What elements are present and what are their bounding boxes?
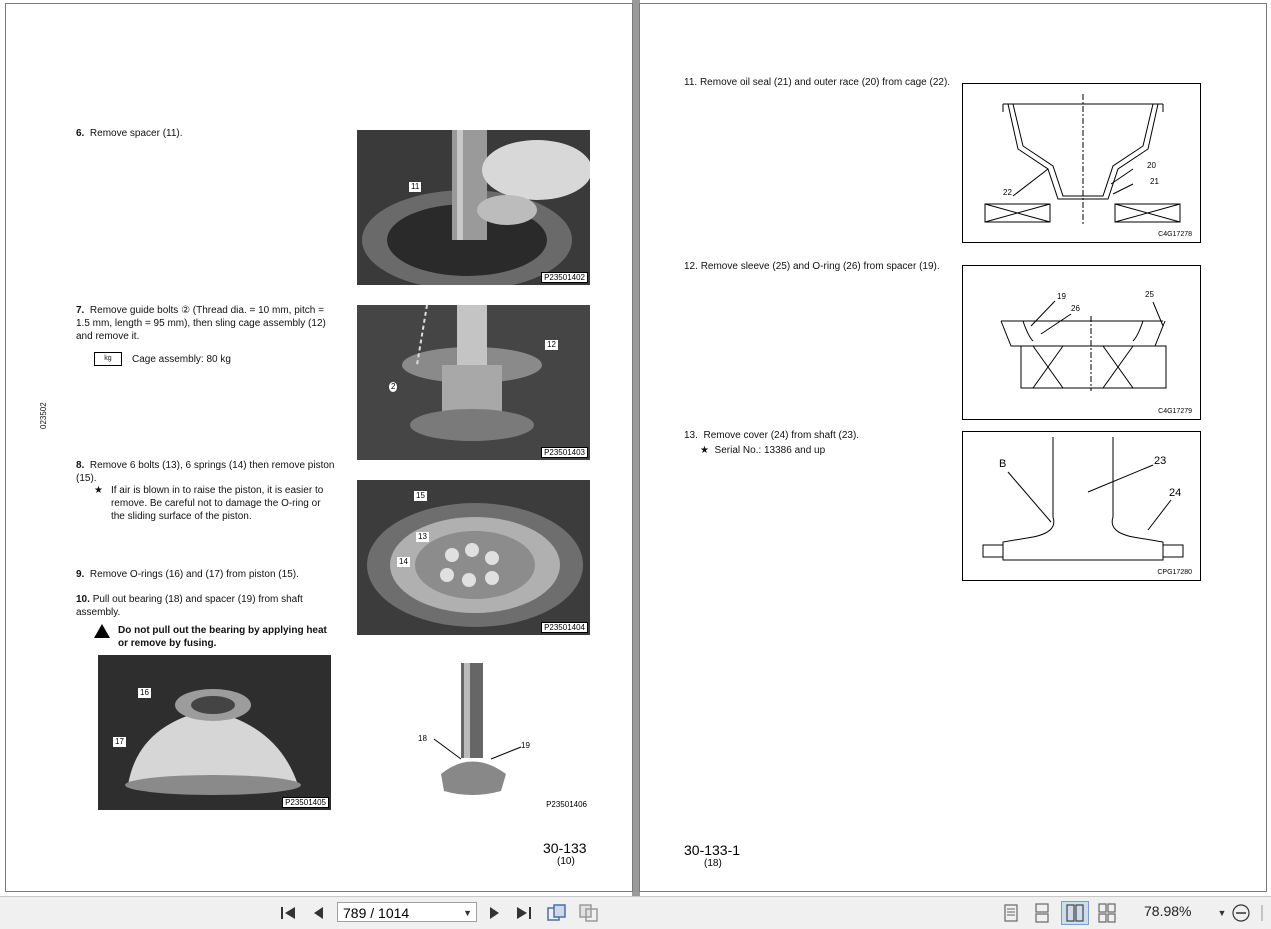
figure-code: CPG17280 [1157, 569, 1192, 576]
callout: 20 [1147, 161, 1156, 170]
callout: 19 [521, 741, 530, 750]
callout: 15 [416, 491, 425, 500]
step-number: 13. [684, 430, 698, 441]
two-page-continuous-icon[interactable] [1096, 901, 1118, 925]
callout: 18 [418, 734, 427, 743]
toolbar-divider [1258, 901, 1266, 925]
figure-code: C4G17278 [1158, 231, 1192, 238]
chevron-down-icon[interactable]: ▼ [463, 908, 472, 918]
step-text: Remove O-rings (16) and (17) from piston (15). [89, 569, 299, 580]
next-page-icon[interactable] [484, 901, 506, 925]
step-8 [76, 459, 336, 485]
photo-label: P23501405 [282, 797, 329, 808]
page-sub: (18) [704, 858, 722, 869]
photo-label: P23501402 [541, 272, 588, 283]
figure-code: C4G17279 [1158, 408, 1192, 415]
side-code: 023502 [39, 402, 48, 429]
callout: 12 [547, 340, 556, 349]
step-number: 6. [76, 128, 85, 139]
step-text: Remove guide bolts ② (Thread dia. = 10 mm, pitch = 1.5 mm, length = 95 mm), then sling cage assembly (12) and remove it. [76, 305, 326, 342]
single-page-icon[interactable] [1000, 901, 1022, 925]
step-text: Remove sleeve (25) and O-ring (26) from spacer (19). [700, 261, 940, 272]
page-left [6, 4, 632, 891]
tip-text: If air is blown in to raise the piston, it is easier to remove. Be careful not to damage the O-ring or the sliding surface of the piston. [110, 485, 324, 522]
step-text: Remove oil seal (21) and outer race (20) from cage (22). [699, 77, 951, 88]
photo-label: P23501406 [546, 800, 587, 809]
callout: 22 [1003, 188, 1012, 197]
step-10 [76, 593, 336, 619]
callout: 25 [1145, 290, 1154, 299]
bottom-toolbar [0, 896, 1271, 929]
first-page-icon[interactable] [277, 901, 299, 925]
warning-icon [94, 624, 110, 638]
figure-shaft [962, 431, 1201, 581]
warning-note [94, 624, 339, 650]
step-7 [76, 304, 336, 343]
step-number: 9. [76, 569, 85, 580]
step-9 [76, 568, 336, 581]
step-number: 11. [684, 77, 698, 88]
forward-view-icon[interactable] [577, 901, 601, 925]
page-number-input[interactable] [337, 902, 477, 922]
callout: 23 [1154, 455, 1167, 467]
step-number: 7. [76, 305, 85, 316]
zoom-dropdown-icon[interactable]: ▼ [1217, 908, 1227, 918]
photo-label: P23501403 [541, 447, 588, 458]
serial-text: Serial No.: 13386 and up [714, 445, 826, 456]
zoom-level[interactable]: 78.98% [1144, 903, 1192, 919]
back-view-icon[interactable] [545, 901, 569, 925]
two-page-icon[interactable] [1061, 901, 1089, 925]
page-field-value: 789 / 1014 [343, 905, 410, 921]
callout: 19 [1057, 292, 1066, 301]
weight-text: Cage assembly: 80 kg [132, 353, 231, 365]
page-gap [632, 0, 640, 896]
callout: 14 [399, 557, 408, 566]
step-6 [76, 127, 336, 140]
callout: 11 [411, 182, 420, 191]
photo-spacer [357, 130, 590, 285]
continuous-icon[interactable] [1031, 901, 1053, 925]
page-right [640, 4, 1266, 891]
figure-cage [962, 83, 1201, 243]
photo-piston [357, 480, 590, 635]
warning-text: Do not pull out the bearing by applying heat or remove by fusing. [118, 625, 327, 649]
weight-icon: kg [94, 352, 122, 366]
step-number: 8. [76, 460, 85, 471]
step-text: Remove spacer (11). [89, 128, 183, 139]
photo-cage [357, 305, 590, 460]
step-12 [684, 260, 954, 273]
step-text: Remove 6 bolts (13), 6 springs (14) then remove piston (15). [76, 460, 335, 484]
step-text: Pull out bearing (18) and spacer (19) from shaft assembly. [76, 594, 303, 618]
prev-page-icon[interactable] [307, 901, 329, 925]
step-11 [684, 76, 954, 89]
step-text: Remove cover (24) from shaft (23). [703, 430, 860, 441]
weight-note [94, 352, 334, 366]
serial-note [700, 444, 950, 457]
page-number: 30-133 [543, 840, 587, 856]
last-page-icon[interactable] [513, 901, 535, 925]
photo-label: P23501404 [541, 622, 588, 633]
callout: 16 [140, 688, 149, 697]
callout: 13 [418, 532, 427, 541]
page-sub: (10) [557, 856, 575, 867]
page-number: 30-133-1 [684, 842, 741, 858]
callout: 26 [1071, 304, 1080, 313]
photo-bearing [416, 659, 591, 811]
tip-note [94, 484, 334, 523]
step-number: 10. [76, 594, 90, 605]
figure-spacer [962, 265, 1201, 420]
callout: 24 [1169, 487, 1182, 499]
callout: 17 [115, 737, 124, 746]
star-icon: ★ [94, 485, 103, 496]
zoom-out-icon[interactable] [1230, 901, 1252, 925]
callout: B [999, 458, 1007, 470]
step-number: 12. [684, 261, 698, 272]
callout: 2 [391, 382, 396, 391]
star-icon: ★ [700, 445, 709, 456]
photo-orings [98, 655, 331, 810]
callout: 21 [1150, 177, 1159, 186]
step-13 [684, 429, 954, 442]
